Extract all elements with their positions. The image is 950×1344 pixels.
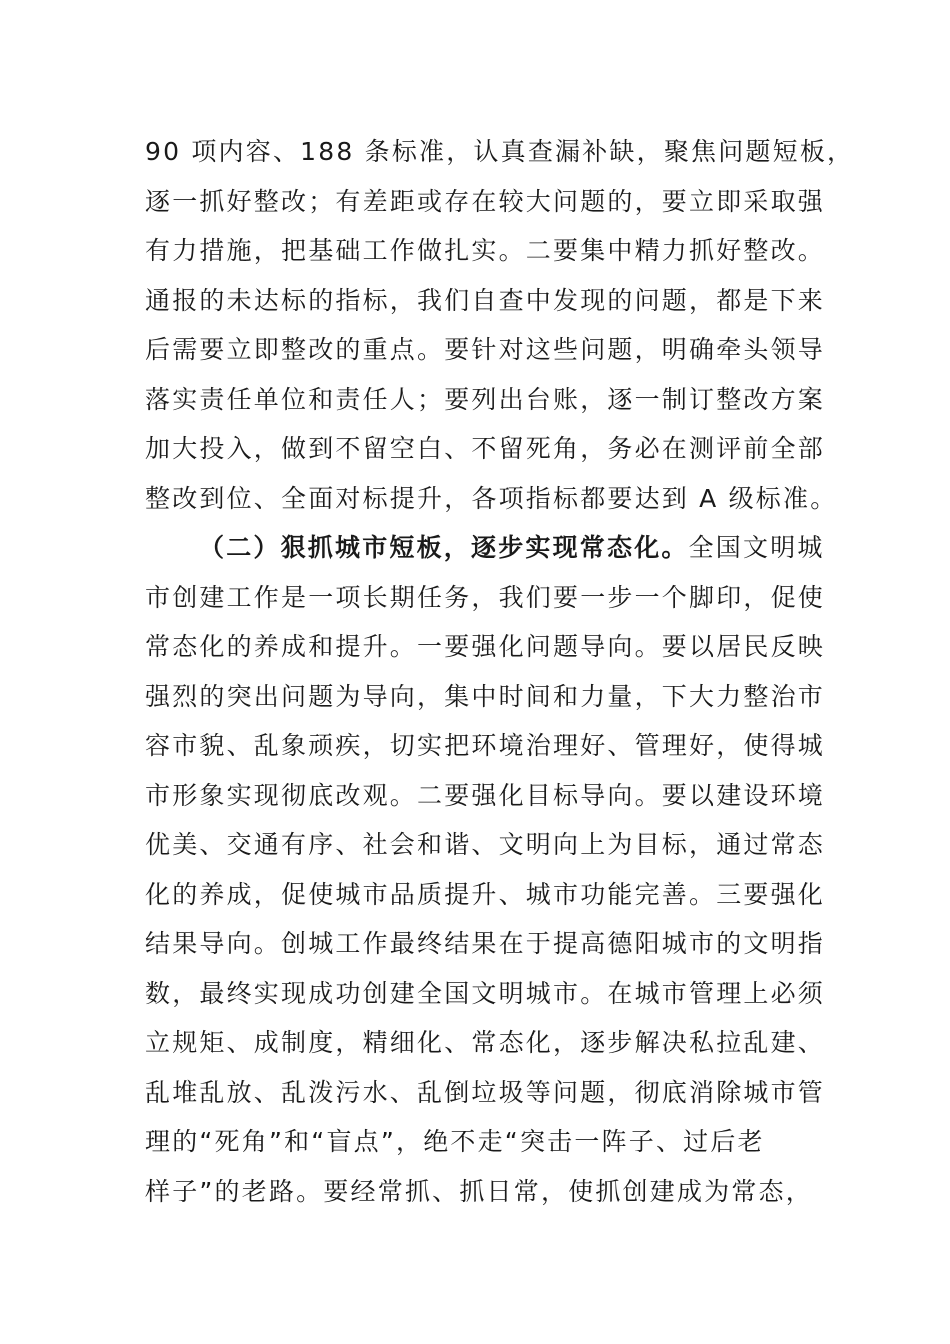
text-line: 结果导向。创城工作最终结果在于提高德阳城市的文明指 [145, 929, 826, 958]
text-line: 有力措施，把基础工作做扎实。二要集中精力抓好整改。 [145, 236, 826, 265]
text-line: 市形象实现彻底改观。二要强化目标导向。要以建设环境 [145, 780, 826, 810]
text-line: 逐一抓好整改；有差距或存在较大问题的，要立即采取强 [145, 186, 826, 216]
text-line: 市创建工作是一项长期任务，我们要一步一个脚印，促使 [145, 582, 826, 612]
text-line: 立规矩、成制度，精细化、常态化，逐步解决私拉乱建、 [145, 1028, 826, 1057]
text-line: 乱堆乱放、乱泼污水、乱倒垃圾等问题，彻底消除城市管 [145, 1077, 826, 1107]
text-line: 落实责任单位和责任人；要列出台账，逐一制订整改方案 [145, 384, 826, 414]
text-line: 90 项内容、188 条标准，认真查漏补缺，聚焦问题短板， [145, 137, 855, 166]
body-text [145, 127, 855, 1216]
text-line: 容市貌、乱象顽疾，切实把环境治理好、管理好，使得城 [145, 731, 826, 760]
text-line: 优美、交通有序、社会和谐、文明向上为目标，通过常态 [145, 830, 826, 859]
text-line: 强烈的突出问题为导向，集中时间和力量，下大力整治市 [145, 681, 826, 711]
section-heading: （二）狠抓城市短板，逐步实现常态化。 [199, 533, 689, 562]
text-line: 整改到位、全面对标提升，各项指标都要达到 A 级标准。 [145, 483, 838, 513]
text-line: 通报的未达标的指标，我们自查中发现的问题，都是下来 [145, 285, 826, 315]
text-line: 常态化的养成和提升。一要强化问题导向。要以居民反映 [145, 632, 826, 661]
section-heading-rest: 全国文明城 [688, 533, 825, 562]
text-line: 后需要立即整改的重点。要针对这些问题，明确牵头领导 [145, 335, 826, 364]
text-line: 样子”的老路。要经常抓、抓日常，使抓创建成为常态， [145, 1176, 813, 1206]
text-line: 化的养成，促使城市品质提升、城市功能完善。三要强化 [145, 879, 826, 909]
section-heading-line [145, 523, 825, 573]
text-line: 理的“死角”和“盲点”，绝不走“突击一阵子、过后老 [145, 1127, 765, 1156]
text-line: 数，最终实现成功创建全国文明城市。在城市管理上必须 [145, 978, 826, 1008]
text-line: 加大投入，做到不留空白、不留死角，务必在测评前全部 [145, 434, 826, 463]
